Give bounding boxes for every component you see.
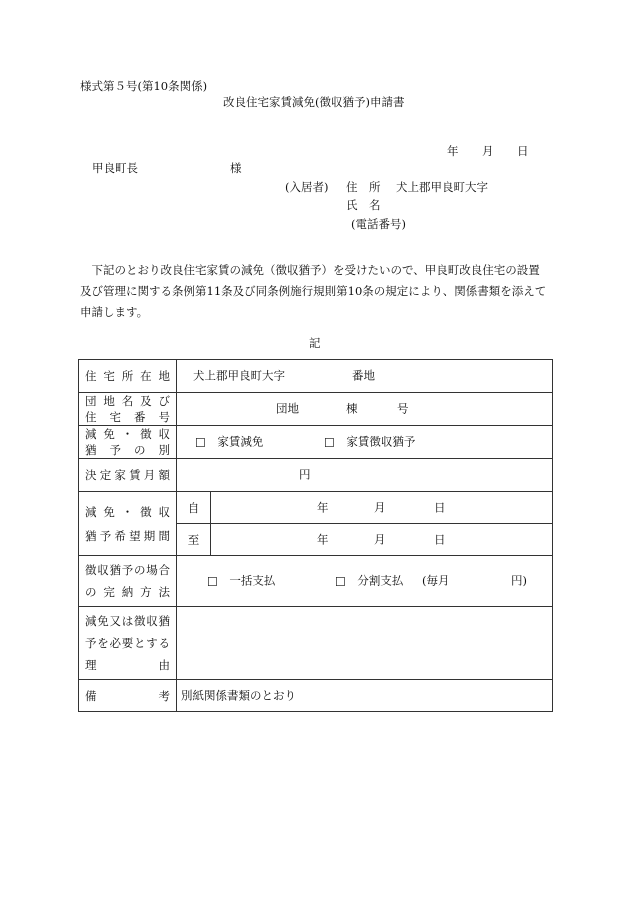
date-month: 月	[482, 144, 494, 158]
from-year: 年	[317, 499, 329, 514]
date-day: 日	[517, 144, 529, 158]
row-complex	[79, 393, 553, 426]
payment-monthly: (毎月	[422, 573, 450, 588]
checkbox-rent-reduction[interactable]: □ 家賃減免	[195, 434, 264, 449]
rent-label: 決定家賃月額	[79, 459, 177, 492]
type-label: 減免・徴収 猶予の別	[79, 426, 177, 459]
checkbox-installment[interactable]: □ 分割支払	[335, 573, 404, 588]
form-number: 様式第５号(第10条関係)	[80, 79, 208, 93]
from-day: 日	[434, 499, 446, 514]
body-text: 下記のとおり改良住宅家賃の減免（徴収猶予）を受けたいので、甲良町改良住宅の設置及び管理に関する条例第11条及び同条例施行規則第10条の規定により、関係書類を添えて申請します。	[80, 263, 547, 319]
location-suffix: 番地	[352, 368, 375, 383]
period-from-label: 自	[177, 492, 211, 524]
row-rent	[79, 459, 553, 492]
honorific: 様	[230, 161, 242, 175]
checkbox-lump-sum[interactable]: □ 一括支払	[207, 573, 276, 588]
addressee: 甲良町長	[92, 161, 138, 175]
period-label: 減免・徴収 猶予希望期間	[79, 492, 177, 556]
row-period-from	[79, 492, 553, 524]
to-day: 日	[434, 531, 446, 546]
row-payment	[79, 556, 553, 607]
complex-mune: 棟	[346, 401, 358, 416]
reason-field[interactable]	[177, 607, 553, 680]
complex-gou: 号	[397, 401, 409, 416]
row-reason	[79, 607, 553, 680]
payment-field	[177, 556, 553, 607]
date-year: 年	[447, 144, 459, 158]
location-field[interactable]	[177, 360, 553, 393]
location-label: 住宅所在地	[79, 360, 177, 393]
period-to-label: 至	[177, 524, 211, 556]
payment-label: 徴収猶予の場合 の完納方法	[79, 556, 177, 607]
applicant-role: (入居者)	[285, 180, 329, 194]
payment-unit: 円)	[511, 573, 527, 588]
checkbox-payment-deferral[interactable]: □ 家賃徴収猶予	[324, 434, 416, 449]
name-label: 氏 名	[346, 198, 381, 212]
row-remarks	[79, 680, 553, 712]
period-to-field[interactable]	[211, 524, 553, 556]
application-table	[78, 359, 553, 712]
row-location	[79, 360, 553, 393]
period-from-field[interactable]	[211, 492, 553, 524]
complex-field[interactable]	[177, 393, 553, 426]
from-month: 月	[374, 499, 386, 514]
rent-field[interactable]	[177, 459, 553, 492]
row-type	[79, 426, 553, 459]
complex-danchi: 団地	[276, 401, 299, 416]
remarks-field[interactable]	[177, 680, 553, 712]
to-year: 年	[317, 531, 329, 546]
remarks-label: 備考	[79, 680, 177, 712]
to-month: 月	[374, 531, 386, 546]
address-label: 住 所	[346, 180, 381, 194]
phone-label: (電話番号)	[351, 217, 406, 231]
remarks-value: 別紙関係書類のとおり	[181, 687, 296, 702]
rent-unit: 円	[299, 467, 311, 482]
type-field	[177, 426, 553, 459]
location-value: 犬上郡甲良町大字	[193, 368, 285, 383]
complex-label: 団地名及び 住宅番号	[79, 393, 177, 426]
reason-label: 減免又は徴収猶 予を必要とする 理由	[79, 607, 177, 680]
address-value: 犬上郡甲良町大字	[396, 180, 488, 194]
form-title: 改良住宅家賃減免(徴収猶予)申請書	[223, 95, 405, 109]
ki-mark: 記	[309, 336, 321, 350]
